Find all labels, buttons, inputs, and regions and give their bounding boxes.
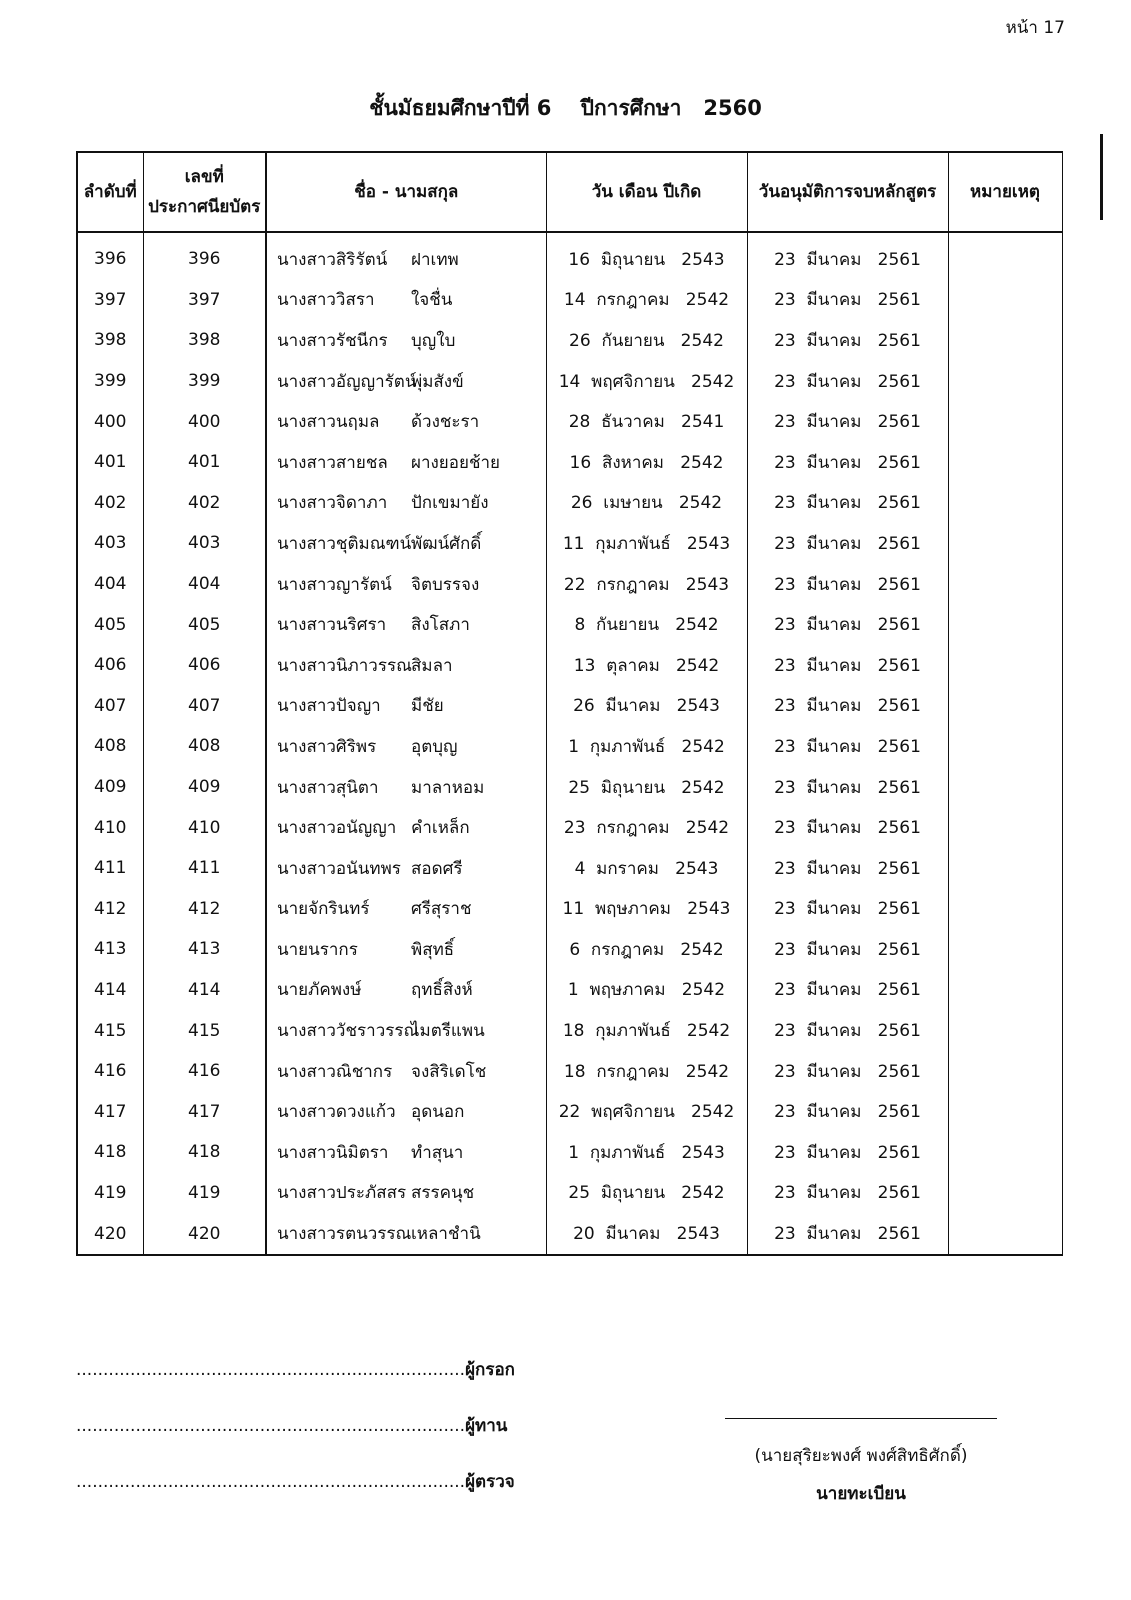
remark-cell bbox=[948, 564, 1062, 605]
table-row bbox=[77, 929, 1062, 970]
last-name: เหลาชำนิ bbox=[411, 1224, 481, 1245]
last-name: ฤทธิ์สิงห์ bbox=[411, 980, 473, 1001]
remark-cell bbox=[948, 1173, 1062, 1214]
table-row bbox=[77, 232, 1062, 280]
remark-cell bbox=[948, 645, 1062, 686]
registrar-signature-line bbox=[725, 1418, 997, 1419]
name-cell bbox=[266, 726, 546, 767]
first-name: นายนรากร bbox=[277, 939, 358, 960]
order-cell: 402 bbox=[77, 483, 143, 524]
order-cell: 406 bbox=[77, 645, 143, 686]
name-cell bbox=[266, 686, 546, 727]
last-name: สรรคนุช bbox=[411, 1183, 475, 1204]
remark-cell bbox=[948, 848, 1062, 889]
order-cell: 411 bbox=[77, 848, 143, 889]
name-cell bbox=[266, 807, 546, 848]
birth-date-cell: 11 กุมภาพันธ์ 2543 bbox=[546, 523, 747, 564]
table-row bbox=[77, 1173, 1062, 1214]
order-cell: 416 bbox=[77, 1051, 143, 1092]
order-cell: 409 bbox=[77, 767, 143, 808]
signature-checker-label: ผู้ตรวจ bbox=[465, 1472, 515, 1492]
table-row bbox=[77, 970, 1062, 1011]
table-row bbox=[77, 442, 1062, 483]
remark-cell bbox=[948, 401, 1062, 442]
order-cell: 403 bbox=[77, 523, 143, 564]
order-cell: 420 bbox=[77, 1213, 143, 1255]
birth-date-cell: 1 กุมภาพันธ์ 2543 bbox=[546, 1132, 747, 1173]
name-cell bbox=[266, 1213, 546, 1255]
last-name: จงสิริเดโช bbox=[411, 1061, 487, 1082]
certificate-cell: 412 bbox=[143, 889, 266, 930]
last-name: ฝาเทพ bbox=[411, 249, 459, 270]
approval-date-cell: 23 มีนาคม 2561 bbox=[747, 645, 948, 686]
remark-cell bbox=[948, 442, 1062, 483]
order-cell: 404 bbox=[77, 564, 143, 605]
birth-date-cell: 26 เมษายน 2542 bbox=[546, 483, 747, 524]
table-row bbox=[77, 686, 1062, 727]
table-row bbox=[77, 564, 1062, 605]
last-name: พิสุทธิ์ bbox=[411, 939, 455, 960]
approval-date-cell: 23 มีนาคม 2561 bbox=[747, 767, 948, 808]
first-name: นางสาวนิมิตรา bbox=[277, 1142, 389, 1163]
header-approval: วันอนุมัติการจบหลักสูตร bbox=[747, 152, 948, 232]
certificate-cell: 398 bbox=[143, 320, 266, 361]
approval-date-cell: 23 มีนาคม 2561 bbox=[747, 1213, 948, 1255]
name-cell bbox=[266, 523, 546, 564]
remark-cell bbox=[948, 889, 1062, 930]
approval-date-cell: 23 มีนาคม 2561 bbox=[747, 1091, 948, 1132]
certificate-cell: 404 bbox=[143, 564, 266, 605]
last-name: สิมลา bbox=[411, 655, 453, 676]
first-name: นางสาวนริศรา bbox=[277, 615, 387, 636]
first-name: นางสาวนฤมล bbox=[277, 412, 380, 433]
remark-cell bbox=[948, 726, 1062, 767]
first-name: นางสาวจิดาภา bbox=[277, 493, 388, 514]
table-row bbox=[77, 1091, 1062, 1132]
certificate-cell: 416 bbox=[143, 1051, 266, 1092]
birth-date-cell: 26 มีนาคม 2543 bbox=[546, 686, 747, 727]
remark-cell bbox=[948, 280, 1062, 321]
certificate-cell: 400 bbox=[143, 401, 266, 442]
birth-date-cell: 25 มิถุนายน 2542 bbox=[546, 767, 747, 808]
table-row bbox=[77, 280, 1062, 321]
remark-cell bbox=[948, 523, 1062, 564]
birth-date-cell: 1 กุมภาพันธ์ 2542 bbox=[546, 726, 747, 767]
birth-date-cell: 20 มีนาคม 2543 bbox=[546, 1213, 747, 1255]
order-cell: 405 bbox=[77, 604, 143, 645]
order-cell: 400 bbox=[77, 401, 143, 442]
table-row bbox=[77, 645, 1062, 686]
header-cert-line1: เลขที่ bbox=[184, 167, 224, 187]
approval-date-cell: 23 มีนาคม 2561 bbox=[747, 726, 948, 767]
last-name: จิตบรรจง bbox=[411, 574, 480, 595]
certificate-cell: 414 bbox=[143, 970, 266, 1011]
table-row bbox=[77, 767, 1062, 808]
signature-reviewer bbox=[76, 1412, 507, 1439]
birth-date-cell: 22 กรกฎาคม 2543 bbox=[546, 564, 747, 605]
birth-date-cell: 16 สิงหาคม 2542 bbox=[546, 442, 747, 483]
table-row bbox=[77, 320, 1062, 361]
first-name: นางสาวณิชากร bbox=[277, 1061, 393, 1082]
remark-cell bbox=[948, 767, 1062, 808]
certificate-cell: 408 bbox=[143, 726, 266, 767]
order-cell: 410 bbox=[77, 807, 143, 848]
signature-filler-label: ผู้กรอก bbox=[465, 1360, 515, 1380]
first-name: นางสาวญารัตน์ bbox=[277, 574, 392, 595]
table-row bbox=[77, 726, 1062, 767]
header-cert-line2: ประกาศนียบัตร bbox=[148, 197, 261, 217]
certificate-cell: 403 bbox=[143, 523, 266, 564]
last-name: พัฒน์ศักดิ์ bbox=[411, 533, 482, 554]
last-name: อุตบุญ bbox=[411, 736, 458, 757]
first-name: นางสาวอนัญญา bbox=[277, 818, 397, 839]
certificate-cell: 401 bbox=[143, 442, 266, 483]
first-name: นางสาวอัญญารัตน์ bbox=[277, 371, 417, 392]
approval-date-cell: 23 มีนาคม 2561 bbox=[747, 929, 948, 970]
first-name: นายภัคพงษ์ bbox=[277, 980, 362, 1001]
table-row bbox=[77, 523, 1062, 564]
first-name: นางสาววิสรา bbox=[277, 290, 375, 311]
last-name: มาลาหอม bbox=[411, 777, 485, 798]
remark-cell bbox=[948, 1213, 1062, 1255]
graduate-table bbox=[76, 151, 1063, 1256]
approval-date-cell: 23 มีนาคม 2561 bbox=[747, 564, 948, 605]
remark-cell bbox=[948, 604, 1062, 645]
first-name: นางสาวชุติมณฑน์ bbox=[277, 533, 412, 554]
certificate-cell: 406 bbox=[143, 645, 266, 686]
name-cell bbox=[266, 361, 546, 402]
name-cell bbox=[266, 1132, 546, 1173]
remark-cell bbox=[948, 232, 1062, 280]
table-row bbox=[77, 807, 1062, 848]
table-row bbox=[77, 401, 1062, 442]
birth-date-cell: 18 กรกฎาคม 2542 bbox=[546, 1051, 747, 1092]
approval-date-cell: 23 มีนาคม 2561 bbox=[747, 442, 948, 483]
order-cell: 397 bbox=[77, 280, 143, 321]
certificate-cell: 396 bbox=[143, 232, 266, 280]
birth-date-cell: 11 พฤษภาคม 2543 bbox=[546, 889, 747, 930]
header-birth: วัน เดือน ปีเกิด bbox=[546, 152, 747, 232]
last-name: สอดศรี bbox=[411, 858, 463, 879]
certificate-cell: 399 bbox=[143, 361, 266, 402]
remark-cell bbox=[948, 1051, 1062, 1092]
birth-date-cell: 18 กุมภาพันธ์ 2542 bbox=[546, 1010, 747, 1051]
remark-cell bbox=[948, 686, 1062, 727]
approval-date-cell: 23 มีนาคม 2561 bbox=[747, 280, 948, 321]
signature-checker bbox=[76, 1468, 515, 1495]
last-name: ปักเขมายัง bbox=[411, 493, 489, 514]
first-name: นางสาวศิริพร bbox=[277, 736, 377, 757]
first-name: นางสาวประภัสสร bbox=[277, 1183, 407, 1204]
last-name: ศรีสุราช bbox=[411, 899, 472, 920]
first-name: นางสาวสุนิตา bbox=[277, 777, 379, 798]
remark-cell bbox=[948, 361, 1062, 402]
table-row bbox=[77, 848, 1062, 889]
last-name: ใจชื่น bbox=[411, 290, 453, 311]
birth-date-cell: 14 พฤศจิกายน 2542 bbox=[546, 361, 747, 402]
last-name: ผางยอยช้าย bbox=[411, 452, 500, 473]
name-cell bbox=[266, 1091, 546, 1132]
order-cell: 398 bbox=[77, 320, 143, 361]
name-cell bbox=[266, 483, 546, 524]
registrar-title: นายทะเบียน bbox=[816, 1484, 906, 1504]
order-cell: 417 bbox=[77, 1091, 143, 1132]
first-name: นางสาวรัชนีกร bbox=[277, 330, 388, 351]
approval-date-cell: 23 มีนาคม 2561 bbox=[747, 807, 948, 848]
certificate-cell: 402 bbox=[143, 483, 266, 524]
name-cell bbox=[266, 232, 546, 280]
table-header-row bbox=[77, 152, 1062, 232]
birth-date-cell: 4 มกราคม 2543 bbox=[546, 848, 747, 889]
name-cell bbox=[266, 442, 546, 483]
table-row bbox=[77, 1213, 1062, 1255]
name-cell bbox=[266, 645, 546, 686]
certificate-cell: 410 bbox=[143, 807, 266, 848]
first-name: นางสาวนิภาวรรณ bbox=[277, 655, 412, 676]
signature-reviewer-label: ผู้ทาน bbox=[465, 1416, 508, 1436]
name-cell bbox=[266, 848, 546, 889]
first-name: นางสาวรตนวรรณ bbox=[277, 1224, 412, 1245]
first-name: นางสาวสายชล bbox=[277, 452, 388, 473]
birth-date-cell: 16 มิถุนายน 2543 bbox=[546, 232, 747, 280]
first-name: นางสาวอนันทพร bbox=[277, 858, 401, 879]
remark-cell bbox=[948, 320, 1062, 361]
order-cell: 399 bbox=[77, 361, 143, 402]
certificate-cell: 397 bbox=[143, 280, 266, 321]
certificate-cell: 411 bbox=[143, 848, 266, 889]
name-cell bbox=[266, 401, 546, 442]
remark-cell bbox=[948, 1091, 1062, 1132]
approval-date-cell: 23 มีนาคม 2561 bbox=[747, 523, 948, 564]
table-row bbox=[77, 889, 1062, 930]
approval-date-cell: 23 มีนาคม 2561 bbox=[747, 483, 948, 524]
remark-cell bbox=[948, 1010, 1062, 1051]
last-name: บุญใบ bbox=[411, 330, 456, 351]
order-cell: 415 bbox=[77, 1010, 143, 1051]
header-order: ลำดับที่ bbox=[77, 152, 143, 232]
first-name: นางสาววัชราวรรณ bbox=[277, 1021, 420, 1042]
order-cell: 419 bbox=[77, 1173, 143, 1214]
name-cell bbox=[266, 564, 546, 605]
birth-date-cell: 22 พฤศจิกายน 2542 bbox=[546, 1091, 747, 1132]
approval-date-cell: 23 มีนาคม 2561 bbox=[747, 1010, 948, 1051]
last-name: สิงโสภา bbox=[411, 615, 470, 636]
order-cell: 413 bbox=[77, 929, 143, 970]
name-cell bbox=[266, 889, 546, 930]
name-cell bbox=[266, 929, 546, 970]
remark-cell bbox=[948, 1132, 1062, 1173]
name-cell bbox=[266, 1173, 546, 1214]
approval-date-cell: 23 มีนาคม 2561 bbox=[747, 232, 948, 280]
table-row bbox=[77, 604, 1062, 645]
table-row bbox=[77, 1010, 1062, 1051]
birth-date-cell: 8 กันยายน 2542 bbox=[546, 604, 747, 645]
signature-filler bbox=[76, 1356, 515, 1383]
registrar-name: (นายสุริยะพงศ์ พงศ์สิทธิศักดิ์) bbox=[754, 1446, 968, 1466]
approval-date-cell: 23 มีนาคม 2561 bbox=[747, 401, 948, 442]
signature-checker-dots: ........................................................................ bbox=[76, 1472, 466, 1492]
approval-date-cell: 23 มีนาคม 2561 bbox=[747, 1051, 948, 1092]
approval-date-cell: 23 มีนาคม 2561 bbox=[747, 1132, 948, 1173]
last-name: ด้วงชะรา bbox=[411, 412, 480, 433]
page-number: หน้า 17 bbox=[1005, 18, 1065, 38]
name-cell bbox=[266, 280, 546, 321]
first-name: นางสาวดวงแก้ว bbox=[277, 1102, 396, 1123]
approval-date-cell: 23 มีนาคม 2561 bbox=[747, 686, 948, 727]
order-cell: 407 bbox=[77, 686, 143, 727]
name-cell bbox=[266, 767, 546, 808]
name-cell bbox=[266, 1010, 546, 1051]
table-row bbox=[77, 483, 1062, 524]
order-cell: 396 bbox=[77, 232, 143, 280]
signature-reviewer-dots: ........................................................................ bbox=[76, 1416, 466, 1436]
approval-date-cell: 23 มีนาคม 2561 bbox=[747, 970, 948, 1011]
margin-rule bbox=[1100, 134, 1103, 220]
certificate-cell: 415 bbox=[143, 1010, 266, 1051]
approval-date-cell: 23 มีนาคม 2561 bbox=[747, 361, 948, 402]
birth-date-cell: 28 ธันวาคม 2541 bbox=[546, 401, 747, 442]
certificate-cell: 405 bbox=[143, 604, 266, 645]
order-cell: 414 bbox=[77, 970, 143, 1011]
approval-date-cell: 23 มีนาคม 2561 bbox=[747, 848, 948, 889]
remark-cell bbox=[948, 970, 1062, 1011]
header-certificate bbox=[143, 152, 266, 232]
certificate-cell: 407 bbox=[143, 686, 266, 727]
name-cell bbox=[266, 1051, 546, 1092]
order-cell: 418 bbox=[77, 1132, 143, 1173]
table-row bbox=[77, 361, 1062, 402]
table-row bbox=[77, 1132, 1062, 1173]
first-name: นางสาวปัจญา bbox=[277, 696, 381, 717]
approval-date-cell: 23 มีนาคม 2561 bbox=[747, 320, 948, 361]
last-name: พุ่มสังข์ bbox=[411, 371, 464, 392]
remark-cell bbox=[948, 929, 1062, 970]
last-name: ทำสุนา bbox=[411, 1142, 464, 1163]
birth-date-cell: 14 กรกฎาคม 2542 bbox=[546, 280, 747, 321]
certificate-cell: 419 bbox=[143, 1173, 266, 1214]
birth-date-cell: 6 กรกฎาคม 2542 bbox=[546, 929, 747, 970]
last-name: มีชัย bbox=[411, 696, 444, 717]
last-name: อุดนอก bbox=[411, 1102, 465, 1123]
signature-filler-dots: ........................................................................ bbox=[76, 1360, 466, 1380]
approval-date-cell: 23 มีนาคม 2561 bbox=[747, 604, 948, 645]
order-cell: 412 bbox=[77, 889, 143, 930]
certificate-cell: 417 bbox=[143, 1091, 266, 1132]
certificate-cell: 420 bbox=[143, 1213, 266, 1255]
header-name: ชื่อ - นามสกุล bbox=[266, 152, 546, 232]
table-row bbox=[77, 1051, 1062, 1092]
certificate-cell: 413 bbox=[143, 929, 266, 970]
name-cell bbox=[266, 970, 546, 1011]
remark-cell bbox=[948, 483, 1062, 524]
birth-date-cell: 1 พฤษภาคม 2542 bbox=[546, 970, 747, 1011]
certificate-cell: 418 bbox=[143, 1132, 266, 1173]
birth-date-cell: 26 กันยายน 2542 bbox=[546, 320, 747, 361]
document-title: ชั้นมัธยมศึกษาปีที่ 6 ปีการศึกษา 2560 bbox=[369, 96, 762, 120]
certificate-cell: 409 bbox=[143, 767, 266, 808]
name-cell bbox=[266, 320, 546, 361]
first-name: นางสาวสิริรัตน์ bbox=[277, 249, 388, 270]
first-name: นายจักรินทร์ bbox=[277, 899, 370, 920]
birth-date-cell: 25 มิถุนายน 2542 bbox=[546, 1173, 747, 1214]
header-remark: หมายเหตุ bbox=[948, 152, 1062, 232]
approval-date-cell: 23 มีนาคม 2561 bbox=[747, 889, 948, 930]
last-name: คำเหล็ก bbox=[411, 818, 470, 839]
order-cell: 401 bbox=[77, 442, 143, 483]
birth-date-cell: 23 กรกฎาคม 2542 bbox=[546, 807, 747, 848]
name-cell bbox=[266, 604, 546, 645]
last-name: ไมตรีแพน bbox=[411, 1021, 485, 1042]
birth-date-cell: 13 ตุลาคม 2542 bbox=[546, 645, 747, 686]
remark-cell bbox=[948, 807, 1062, 848]
approval-date-cell: 23 มีนาคม 2561 bbox=[747, 1173, 948, 1214]
order-cell: 408 bbox=[77, 726, 143, 767]
